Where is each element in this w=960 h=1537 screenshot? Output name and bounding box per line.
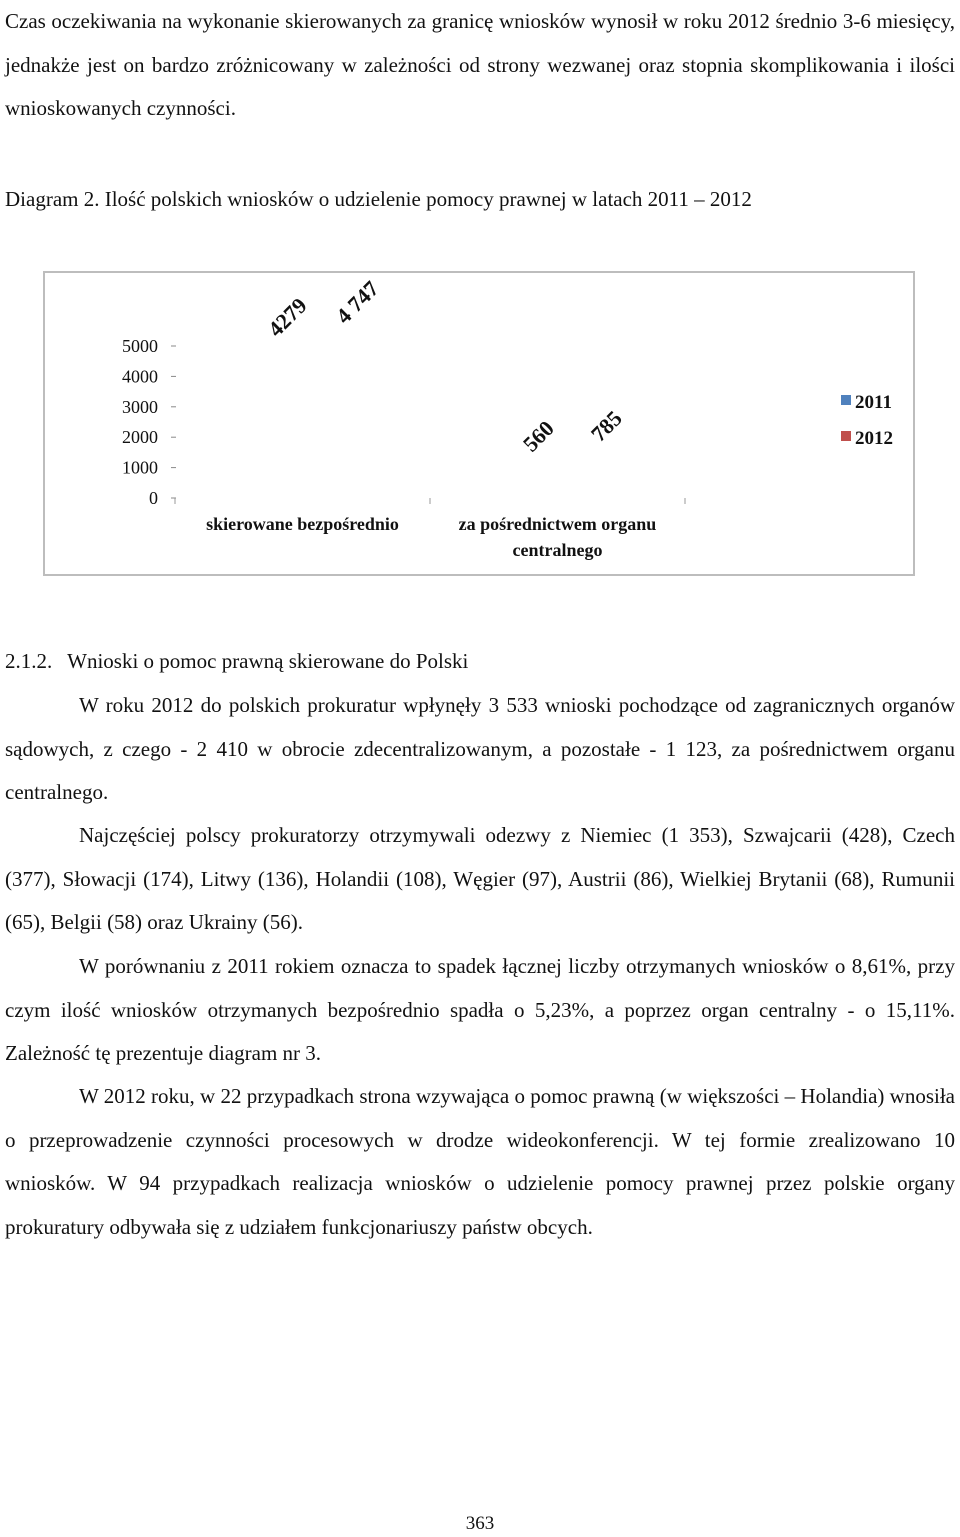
legend-label: 2011 <box>855 392 892 413</box>
paragraph: W 2012 roku, w 22 przypadkach strona wzywająca o pomoc prawną (w większości – Holandia) wnosiła o przeprowadzenie czynności procesowych w drodze wideokonferencji. W tej formie zrealizowano 10 wniosków. W 94 przypadkach realizacja wniosków o udzielenie pomocy prawnej przez polskie organy prokuratury odbywała się z udziałem funkcjonariuszy państw obcych. <box>5 1084 955 1239</box>
chart-svg <box>45 273 913 574</box>
category-label: skierowane bezpośrednio <box>206 514 399 534</box>
data-label: 560 <box>517 415 559 457</box>
legend-label: 2012 <box>855 428 893 449</box>
y-tick-label: 0 <box>149 488 158 508</box>
page-number: 363 <box>465 1513 495 1534</box>
section-heading <box>5 640 468 683</box>
data-label: 4 747 <box>330 275 384 329</box>
section-title: Wnioski o pomoc prawną skierowane do Polski <box>67 649 469 673</box>
intro-paragraph: Czas oczekiwania na wykonanie skierowanych za granicę wniosków wynosił w roku 2012 średnio 3-6 miesięcy, jednakże jest on bardzo zróżnicowany w zależności od strony wezwanej oraz stopnia skomplikowania i ilości wnioskowanych czynności. <box>5 9 955 120</box>
paragraph: W porównaniu z 2011 rokiem oznacza to spadek łącznej liczby otrzymanych wniosków o 8,61%, przy czym ilość wniosków otrzymanych bezpośrednio spadła o 5,23%, a poprzez organ centralny - o 15,11%. Zależność tę prezentuje diagram nr 3. <box>5 954 955 1065</box>
category-label: centralnego <box>512 540 603 560</box>
y-tick-label: 4000 <box>122 366 158 387</box>
y-tick-label: 1000 <box>122 457 158 478</box>
data-label: 785 <box>585 405 627 447</box>
paragraph: W roku 2012 do polskich prokuratur wpłynęły 3 533 wnioski pochodzące od zagranicznych organów sądowych, z czego - 2 410 w obrocie zdecentralizowanym, a pozostałe - 1 123, za pośrednictwem organu centralnego. <box>5 693 955 804</box>
section-number: 2.1.2. <box>5 649 53 673</box>
data-label: 4279 <box>262 292 312 342</box>
paragraph: Najczęściej polscy prokuratorzy otrzymywali odezwy z Niemiec (1 353), Szwajcarii (428), Czech (377), Słowacji (174), Litwy (136), Holandii (108), Węgier (97), Austrii (86), Wielkiej Brytanii (68), Rumunii (65), Belgii (58) oraz Ukrainy (56). <box>5 823 955 934</box>
legend-swatch <box>841 431 851 441</box>
y-tick-label: 5000 <box>122 336 158 356</box>
diagram-caption: Diagram 2. Ilość polskich wniosków o udzielenie pomocy prawnej w latach 2011 – 2012 <box>5 187 752 211</box>
y-tick-label: 3000 <box>122 396 158 417</box>
y-tick-label: 2000 <box>122 427 158 448</box>
legend-swatch <box>841 395 851 405</box>
bar-chart <box>43 271 915 576</box>
category-label: za pośrednictwem organu <box>458 514 657 534</box>
